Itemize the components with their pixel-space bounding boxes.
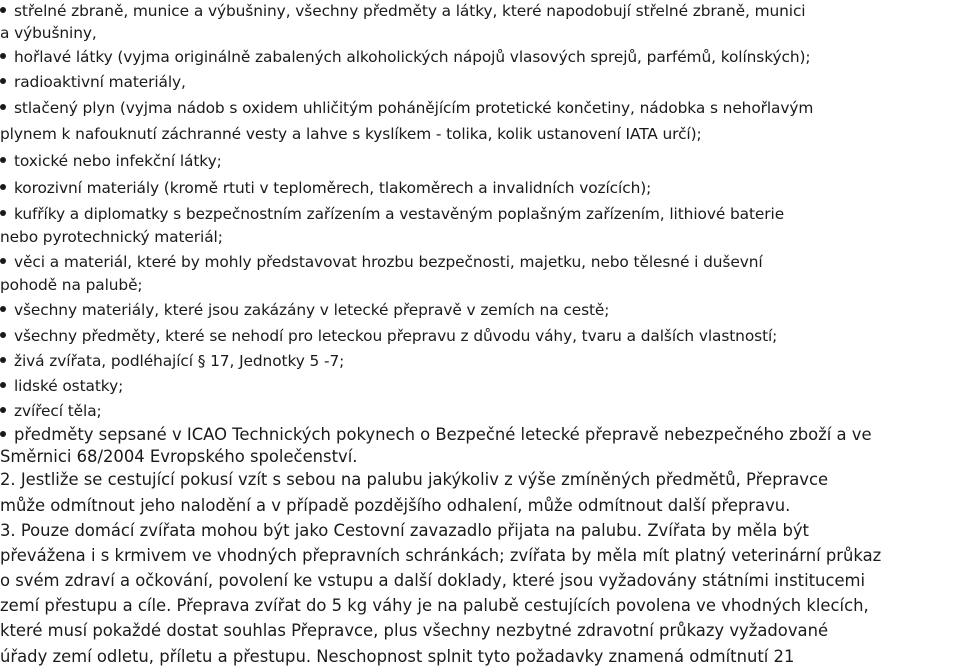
list-item [0,298,609,322]
paragraph-line [0,544,881,568]
list-item [0,423,872,447]
list-item-text: pohodě na palubě; [0,276,143,294]
list-item [0,250,763,274]
paragraph-text: 2. Jestliže se cestující pokusí vzít s sebou na palubu jakýkoliv z výše zmíněných předmětů, Přepravce [0,470,829,489]
list-item-text: korozivní materiály (kromě rtuti v teploměrech, tlakoměrech a invalidních vozících); [14,179,652,197]
list-item-text: předměty sepsané v ICAO Technických pokynech o Bezpečné letecké přepravě nebezpečného zboží a ve [14,425,872,444]
bullet-icon [0,78,6,84]
paragraph-text: o svém zdraví a očkování, povolení ke vstupu a další doklady, které jsou vyžadovány státními institucemi [0,571,866,590]
paragraph-line [0,569,865,593]
paragraph-text: úřady zemí odletu, příletu a přestupu. Neschopnost splnit tyto požadavky znamená odmítnutí 21 [0,647,795,666]
bullet-icon [0,53,6,59]
list-item [0,176,651,200]
list-item [0,70,186,94]
list-item-text: Směrnici 68/2004 Evropského společenství. [0,447,358,466]
list-item-text: a výbušniny, [0,24,97,42]
list-item [0,324,777,348]
paragraph-line [0,645,794,669]
bullet-icon [0,104,6,110]
list-item [0,45,810,69]
paragraph-text: může odmítnout jeho nalodění a v případě pozdějšího odhalení, může odmítnout další přepravu. [0,496,791,515]
paragraph-line [0,519,809,543]
list-item [0,0,805,23]
paragraph-text: převážena i s krmivem ve vhodných přepravních schránkách; zvířata by měla mít platný veterinární průkaz [0,546,882,565]
list-item-continuation [0,21,97,45]
bullet-icon [0,7,6,13]
list-item-text: plynem k nafouknutí záchranné vesty a lahve s kyslíkem - tolika, kolik ustanovení IATA určí); [0,125,702,143]
list-item-continuation [0,445,357,469]
list-item-text: nebo pyrotechnický materiál; [0,228,223,246]
list-item [0,96,813,120]
list-item [0,399,102,423]
bullet-icon [0,357,6,363]
paragraph-line [0,619,828,643]
list-item-continuation [0,225,223,249]
bullet-icon [0,184,6,190]
paragraph-line [0,594,869,618]
list-item-text: zvířecí těla; [14,402,102,420]
list-item-text: toxické nebo infekční látky; [14,152,222,170]
list-item-continuation [0,122,702,146]
list-item-text: lidské ostatky; [14,377,124,395]
paragraph-text: zemí přestupu a cíle. Přeprava zvířat do 5 kg váhy je na palubě cestujících povolena ve vhodných klecích, [0,596,869,615]
list-item-text: stlačený plyn (vyjma nádob s oxidem uhličitým pohánějícím protetické končetiny, nádobka s nehořlavým [14,99,814,117]
bullet-icon [0,431,6,437]
list-item-text: radioaktivní materiály, [14,73,186,91]
list-item [0,149,222,173]
list-item [0,349,344,373]
list-item-text: střelné zbraně, munice a výbušniny, všechny předměty a látky, které napodobují střelné zbraně, munici [14,2,806,20]
bullet-icon [0,407,6,413]
list-item-text: živá zvířata, podléhající § 17, Jednotky 5 -7; [14,352,345,370]
list-item-text: hořlavé látky (vyjma originálně zabalených alkoholických nápojů vlasových sprejů, parfémů, kolínských); [14,48,811,66]
bullet-icon [0,382,6,388]
paragraph-line [0,494,790,518]
paragraph-line [0,468,828,492]
list-item [0,374,123,398]
paragraph-text: které musí pokaždé dostat souhlas Přepravce, plus všechny nezbytné zdravotní průkazy vyžadované [0,621,829,640]
bullet-icon [0,258,6,264]
list-item-text: kufříky a diplomatky s bezpečnostním zařízením a vestavěným poplašným zařízením, lithiové baterie [14,205,785,223]
paragraph-text: 3. Pouze domácí zvířata mohou být jako Cestovní zavazadlo přijata na palubu. Zvířata by měla být [0,521,809,540]
list-item-continuation [0,273,143,297]
list-item-text: věci a materiál, které by mohly představovat hrozbu bezpečnosti, majetku, nebo tělesné i duševní [14,253,763,271]
list-item-text: všechny materiály, které jsou zakázány v letecké přepravě v zemích na cestě; [14,301,610,319]
list-item-text: všechny předměty, které se nehodí pro leteckou přepravu z důvodu váhy, tvaru a dalších vlastností; [14,327,778,345]
bullet-icon [0,210,6,216]
bullet-icon [0,332,6,338]
list-item [0,202,784,226]
bullet-icon [0,157,6,163]
bullet-icon [0,306,6,312]
